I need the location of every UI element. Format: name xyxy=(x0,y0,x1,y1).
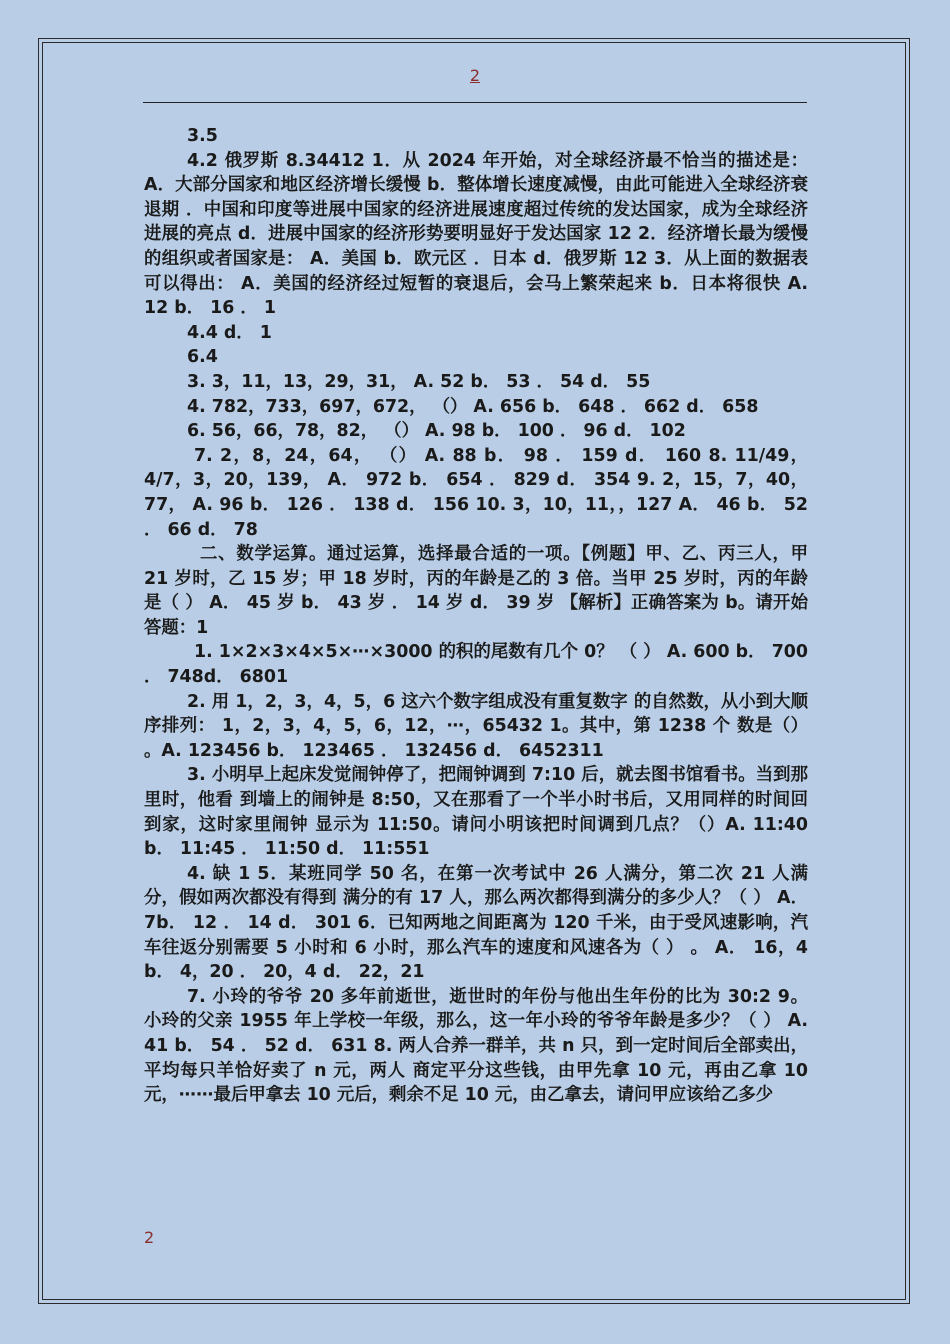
paragraph: 3.5 xyxy=(187,126,218,146)
paragraph: 4.4 d． 1 xyxy=(187,322,272,343)
paragraph: 7. 小玲的爷爷 20 多年前逝世，逝世时的年份与他出生年份的比为 30:2 9。 小玲的父亲 1955 年上学校一年级，那么，这一年小玲的爷爷年龄是多少？（ ） A. 41 b． 54 ． 52 d． 631 8. 两人合养一群羊，共 n 只，到一定时间后全部卖出，平均每只羊恰好卖了 n 元，两人 商定平分这些钱，由甲先拿 10 元，再由乙拿 10 元，⋯⋯最后甲拿去 10 元后，剩余不足 10 元，由乙拿去，请问甲应该给乙多少 xyxy=(144,986,808,1106)
section-heading-paragraph: 二、数学运算。通过运算，选择最合适的一项。【例题】甲、乙、丙三人，甲 21 岁时，乙 15 岁；甲 18 岁时，丙的年龄是乙的 3 倍。当甲 25 岁时，丙的年龄是（ ） A． 45 岁 b． 43 岁 ． 14 岁 d． 39 岁 【解析】正确答案为 b。请开始答题：1 xyxy=(144,544,808,638)
paragraph: 3. 小明早上起床发觉闹钟停了，把闹钟调到 7:10 后，就去图书馆看书。当到那里时，他看 到墙上的闹钟是 8:50，又在那看了一个半小时书后，又用同样的时间回到家，这时家里闹钟 显示为 11:50。请问小明该把时间调到几点？（）A. 11:40 b． 11:45 ． 11:50 d． 11:551 xyxy=(144,765,808,860)
paragraph: 7. 2，8，24，64， （） A. 88 b． 98 ． 159 d． 160 8. 11/49，4/7，3，20，139， A． 972 b． 654 ． 829 d． 354 9. 2，15，7，40，77， A. 96 b． 126 ． 138 d． 156 10. 3，10，11，，127 A． 46 b． 52 ． 66 d． 78 xyxy=(144,445,808,540)
paragraph: 3. 3，11，13，29，31， A. 52 b． 53 ． 54 d． 55 xyxy=(187,371,651,392)
document-body xyxy=(144,124,808,1108)
paragraph: 6. 56，66，78，82， （） A. 98 b． 100 ． 96 d． 102 xyxy=(187,421,686,442)
paragraph: 1. 1×2×3×4×5×⋯×3000 的积的尾数有几个 0？ （ ） A. 600 b． 700 ． 748d． 6801 xyxy=(144,642,808,688)
header-page-number: 2 xyxy=(469,66,481,85)
header-rule xyxy=(143,102,807,103)
paragraph: 2. 用 1，2，3，4，5，6 这六个数字组成没有重复数字 的自然数，从小到大顺序排列： 1，2，3，4，5，6，12，⋯，65432 1。其中，第 1238 个 数是（） 。A. 123456 b． 123465 ． 132456 d． 6452311 xyxy=(144,691,808,761)
paragraph: 6.4 xyxy=(187,347,218,368)
footer-page-number: 2 xyxy=(144,1228,155,1247)
paragraph: 4.2 俄罗斯 8.34412 1．从 2024 年开始，对全球经济最不恰当的描述是： A．大部分国家和地区经济增长缓慢 b．整体增长速度减慢，由此可能进入全球经济衰退期 ．中国和印度等进展中国家的经济进展速度超过传统的发达国家，成为全球经济进展的亮点 d．进展中国家的经济形势要明显好于发达国家 12 2．经济增长最为缓慢的组织或者国家是： A．美国 b．欧元区 ．日本 d．俄罗斯 12 3．从上面的数据表可以得出： A．美国的经济经过短暂的衰退后，会马上繁荣起来 b．日本将很快 A. 12 b． 16 ． 1 xyxy=(144,150,808,319)
paragraph: 4. 782，733，697，672， （） A. 656 b． 648 ． 662 d． 658 xyxy=(187,396,759,417)
paragraph: 4. 缺 1 5．某班同学 50 名，在第一次考试中 26 人满分，第二次 21 人满分，假如两次都没有得到 满分的有 17 人，那么两次都得到满分的多少人？（ ） A． 7b． 12 ． 14 d． 301 6．已知两地之间距离为 120 千米，由于受风速影响，汽车往返分别需要 5 小时和 6 小时，那么汽车的速度和风速各为（ ） 。 A． 16，4 b． 4，20 ． 20，4 d． 22，21 xyxy=(144,863,808,983)
